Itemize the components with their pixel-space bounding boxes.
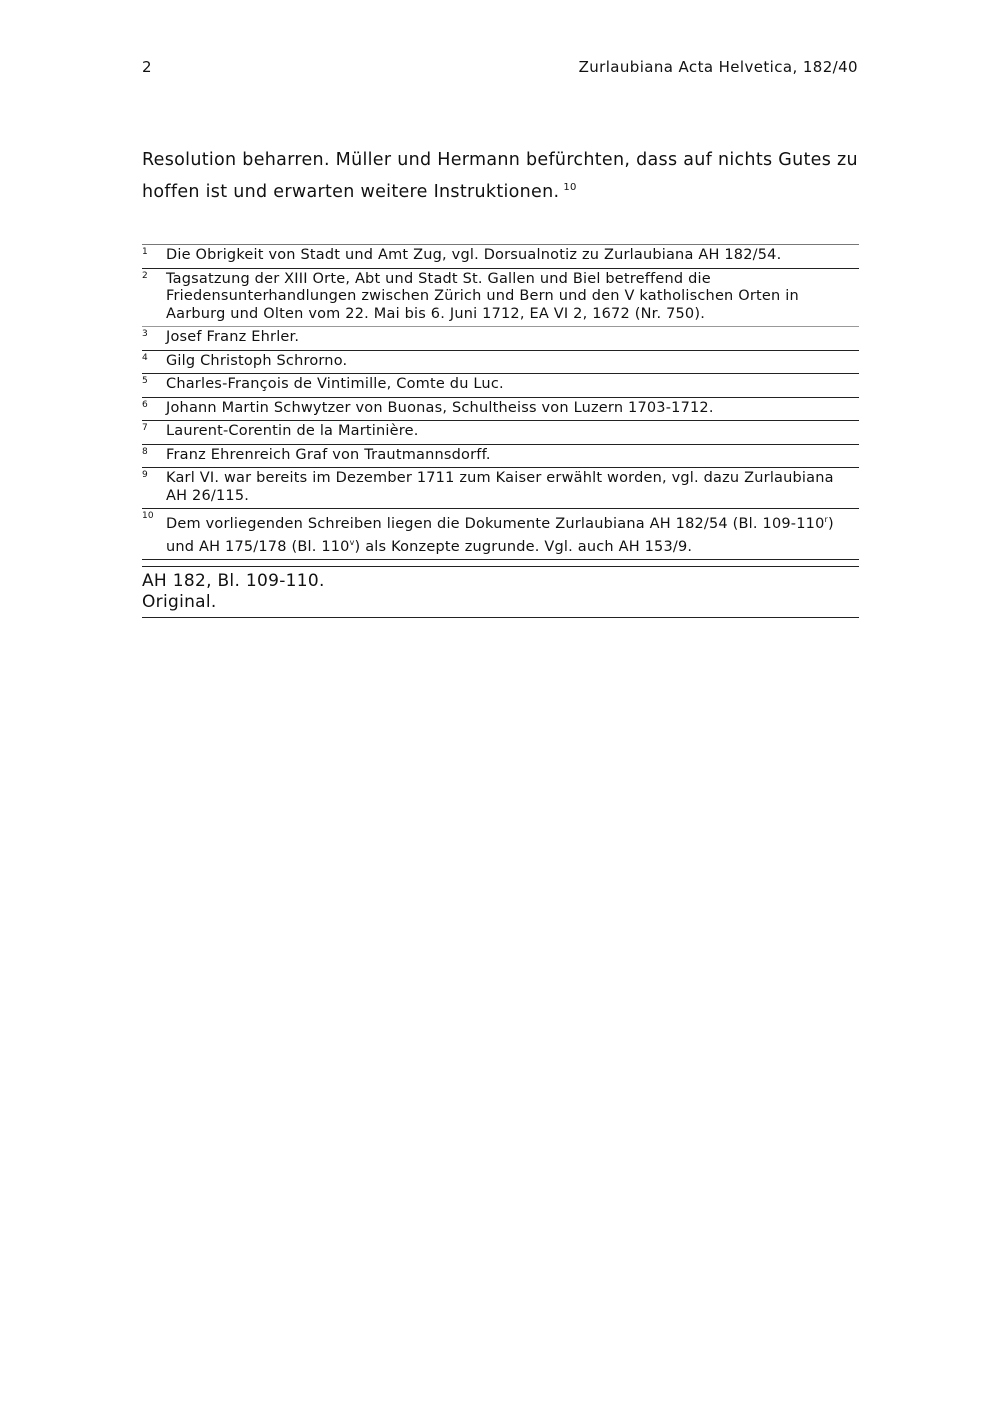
footnote-text: Karl VI. war bereits im Dezember 1711 zum Kaiser erwählt worden, vgl. dazu Zurlaubiana AH 26/115.: [166, 470, 834, 504]
footnote-number: 6: [142, 399, 148, 410]
page-number: 2: [142, 58, 153, 76]
footnote-text-part: ) als Konzepte zugrunde. Vgl. auch AH 153/9.: [354, 538, 693, 555]
body-line: hoffen ist und erwarten weitere Instruktionen.: [142, 182, 560, 202]
body-line: Resolution beharren. Müller und Hermann befürchten, dass auf nichts Gutes zu: [142, 150, 858, 170]
footnote-item: [142, 421, 859, 445]
footnote-text: Die Obrigkeit von Stadt und Amt Zug, vgl. Dorsualnotiz zu Zurlaubiana AH 182/54.: [166, 247, 782, 263]
footnote-text: Tagsatzung der XIII Orte, Abt und Stadt St. Gallen und Biel betreffend die Friedensunterhandlungen zwischen Zürich und Bern und den V katholischen Orten in Aarburg und Olten vom 22. Mai bis 6. Juni 1712, EA VI 2, 1672 (Nr. 750).: [166, 270, 799, 322]
footnote-item: [142, 445, 859, 469]
footnote-number: 7: [142, 423, 148, 433]
source-type: Original.: [142, 592, 217, 612]
footnote-text: Laurent-Corentin de la Martinière.: [166, 423, 419, 439]
footnote-number: 10: [142, 511, 154, 521]
source-note: [142, 566, 859, 618]
footnote-item: [142, 351, 859, 375]
footnote-text-part: Dem vorliegenden Schreiben liegen die Dokumente Zurlaubiana AH 182/54 (Bl. 109-110: [166, 516, 825, 532]
footnote-item: [142, 509, 859, 560]
footnote-item: [142, 327, 859, 351]
footnote-item: [142, 398, 859, 422]
footnote-number: 5: [142, 376, 148, 386]
footnote-text: Josef Franz Ehrler.: [166, 329, 300, 345]
footnotes-list: [142, 244, 859, 560]
footnote-text: Charles-François de Vintimille, Comte du Luc.: [166, 376, 504, 392]
footnote-number: 1: [142, 247, 148, 257]
footnote-reference: 10: [563, 182, 577, 193]
footnote-text: Franz Ehrenreich Graf von Trautmannsdorff.: [166, 446, 491, 463]
verso-mark: v: [349, 537, 355, 547]
footnote-text: Gilg Christoph Schrorno.: [166, 352, 348, 369]
running-header: Zurlaubiana Acta Helvetica, 182/40: [578, 58, 858, 76]
footnote-text-part: ) und AH 175/178 (Bl. 110: [166, 516, 834, 555]
footnote-item: [142, 269, 859, 328]
recto-mark: r: [824, 515, 829, 524]
footnote-number: 3: [142, 329, 148, 339]
footnote-number: 8: [142, 446, 148, 457]
footnote-text: [166, 511, 859, 556]
footnote-number: 2: [142, 270, 148, 281]
footnote-text: Johann Martin Schwytzer von Buonas, Schultheiss von Luzern 1703-1712.: [166, 399, 714, 416]
footnote-item: [142, 468, 859, 509]
footnote-item: [142, 374, 859, 398]
footnote-number: 9: [142, 470, 148, 480]
body-paragraph: [142, 146, 858, 206]
source-reference: AH 182, Bl. 109-110.: [142, 571, 325, 591]
footnote-number: 4: [142, 352, 148, 363]
footnote-item: [142, 245, 859, 269]
